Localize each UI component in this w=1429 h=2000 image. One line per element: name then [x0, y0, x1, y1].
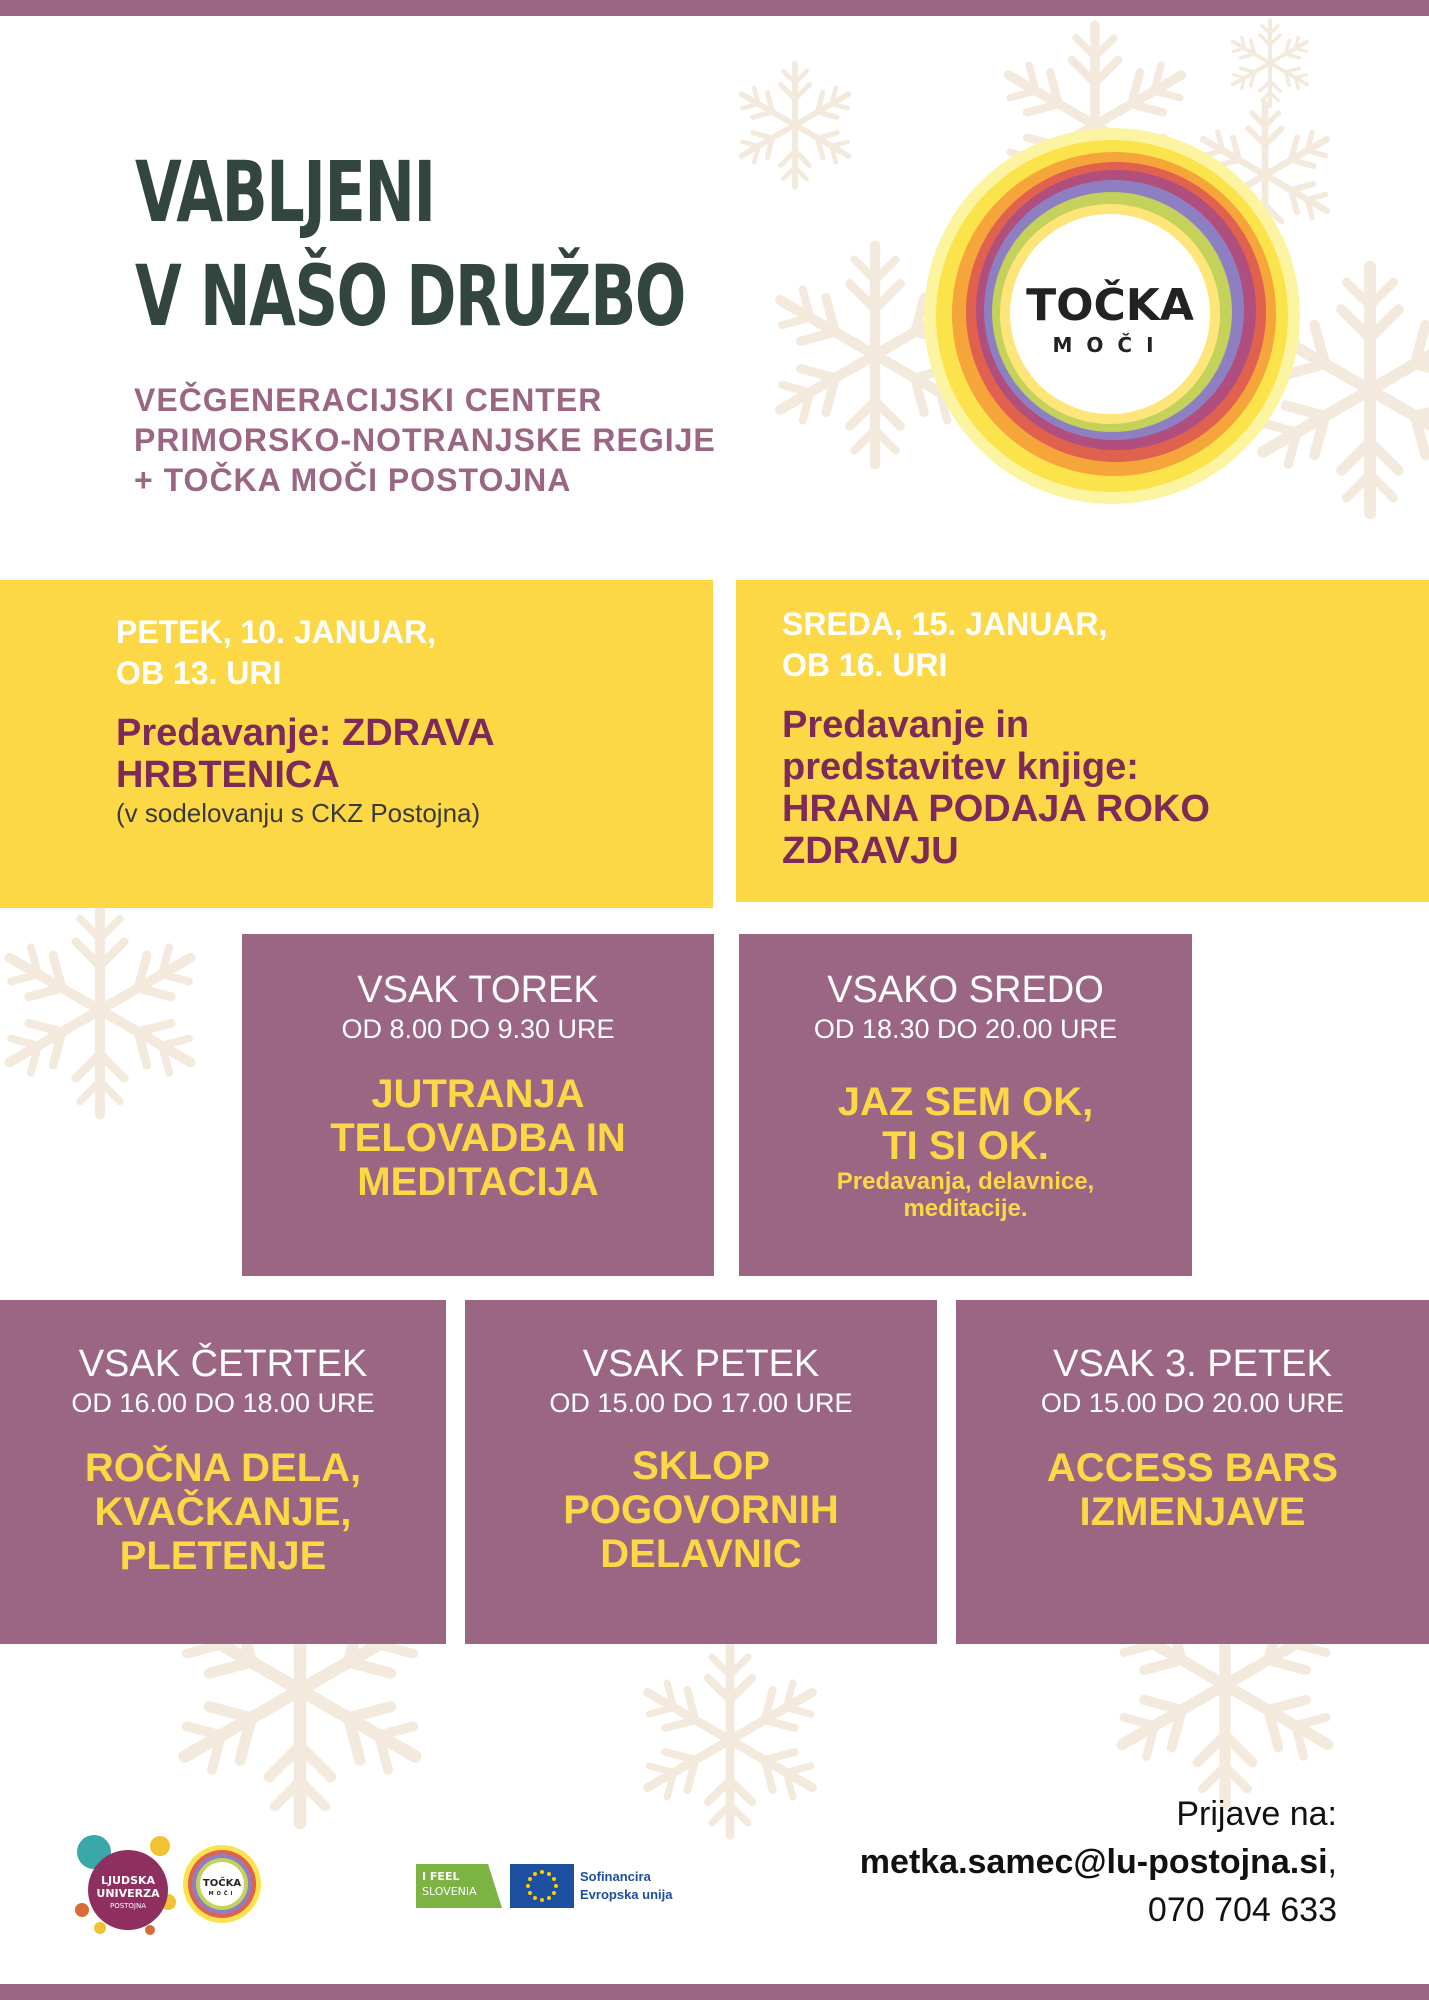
activity-day: VSAKO SREDO: [827, 969, 1104, 1011]
title-line: VABLJENI: [135, 143, 435, 241]
activity-title: PLETENJE: [119, 1534, 327, 1578]
weekly-activity-card: [0, 1300, 446, 1644]
small-logo-text: TOČKA: [202, 1878, 242, 1889]
event-card: [0, 580, 713, 908]
title-line: V NAŠO DRUŽBO: [135, 247, 685, 345]
logo-word-tocka: TOČKA: [1026, 280, 1194, 331]
activity-title: ROČNA DELA,: [84, 1446, 362, 1490]
eu-text: Evropska unija: [580, 1887, 673, 1902]
page-title: [135, 140, 685, 348]
event-title: HRBTENICA: [116, 754, 340, 796]
contact-phone[interactable]: 070 704 633: [1147, 1891, 1337, 1929]
event-title: Predavanje: ZDRAVA: [116, 712, 495, 754]
logo-word-moci: MOČI: [1052, 333, 1168, 357]
event-title: predstavitev knjige:: [782, 746, 1139, 788]
activity-subtitle: meditacije.: [903, 1195, 1028, 1222]
activity-subtitle: Predavanja, delavnice,: [836, 1168, 1095, 1195]
tocka-moci-logo: [920, 124, 1304, 508]
eu-flag-icon: [510, 1864, 574, 1908]
eu-text: Sofinancira: [580, 1869, 651, 1884]
top-border-bar: [0, 0, 1429, 16]
lu-logo-text: LJUDSKA: [100, 1874, 156, 1887]
activity-time: OD 18.30 DO 20.00 URE: [813, 1014, 1118, 1044]
snowflake-icon: [0, 900, 210, 1120]
bottom-border-bar: [0, 1984, 1429, 2000]
activity-time: OD 15.00 DO 17.00 URE: [549, 1388, 853, 1418]
activity-title: KVAČKANJE,: [94, 1490, 352, 1534]
snowflake-icon: [730, 60, 860, 190]
weekly-activity-card: [956, 1300, 1429, 1644]
ifeel-text: I FEEL: [422, 1870, 460, 1883]
subtitle-line: + TOČKA MOČI POSTOJNA: [134, 462, 572, 498]
ifeel-text: SLOVENIA: [422, 1885, 477, 1898]
event-time: OB 13. URI: [116, 655, 282, 691]
activity-day: VSAK ČETRTEK: [78, 1343, 368, 1385]
snowflake-icon: [630, 1640, 830, 1840]
contact-block: [860, 1790, 1337, 1934]
activity-title: TI SI OK.: [882, 1124, 1049, 1168]
event-note: (v sodelovanju s CKZ Postojna): [116, 798, 481, 828]
event-date: SREDA, 15. JANUAR,: [782, 606, 1108, 642]
page-subtitle: [134, 380, 716, 500]
event-title: ZDRAVJU: [782, 830, 959, 872]
contact-comma: ,: [1327, 1843, 1337, 1881]
activity-title: TELOVADBA IN: [330, 1116, 626, 1160]
weekly-activity-card: [242, 934, 714, 1276]
event-time: OB 16. URI: [782, 647, 948, 683]
small-logo-text: MOČI: [208, 1891, 236, 1897]
tocka-moci-small-logo: [182, 1844, 262, 1924]
activity-day: VSAK 3. PETEK: [1053, 1343, 1332, 1385]
contact-label: Prijave na:: [1176, 1795, 1337, 1833]
activity-title: POGOVORNIH: [563, 1488, 839, 1532]
contact-email-link[interactable]: metka.samec@lu-postojna.si: [859, 1843, 1328, 1881]
subtitle-line: VEČGENERACIJSKI CENTER: [134, 382, 603, 418]
activity-day: VSAK TOREK: [357, 969, 599, 1011]
i-feel-slovenia-logo: [416, 1864, 502, 1908]
activity-time: OD 8.00 DO 9.30 URE: [341, 1014, 615, 1044]
event-title: Predavanje in: [782, 704, 1030, 746]
lu-logo-text: UNIVERZA: [96, 1887, 160, 1900]
activity-time: OD 16.00 DO 18.00 URE: [71, 1388, 375, 1418]
lu-logo-text: POSTOJNA: [109, 1902, 147, 1910]
weekly-activity-card: [465, 1300, 937, 1644]
activity-title: JAZ SEM OK,: [837, 1080, 1094, 1124]
eu-cofunding-label: [580, 1868, 672, 1904]
event-title: HRANA PODAJA ROKO: [782, 788, 1210, 830]
activity-title: ACCESS BARS: [1046, 1446, 1339, 1490]
activity-title: SKLOP: [632, 1444, 770, 1488]
activity-time: OD 15.00 DO 20.00 URE: [1040, 1388, 1345, 1418]
activity-title: IZMENJAVE: [1079, 1490, 1306, 1534]
activity-title: DELAVNIC: [600, 1532, 802, 1576]
activity-title: JUTRANJA: [371, 1072, 585, 1116]
snowflake-icon: [1225, 18, 1315, 108]
subtitle-line: PRIMORSKO-NOTRANJSKE REGIJE: [134, 422, 716, 458]
event-date: PETEK, 10. JANUAR,: [116, 614, 437, 650]
activity-title: MEDITACIJA: [357, 1160, 599, 1204]
event-card: [736, 580, 1429, 902]
weekly-activity-card: [739, 934, 1192, 1276]
activity-day: VSAK PETEK: [582, 1343, 820, 1385]
ljudska-univerza-logo: [70, 1832, 180, 1942]
